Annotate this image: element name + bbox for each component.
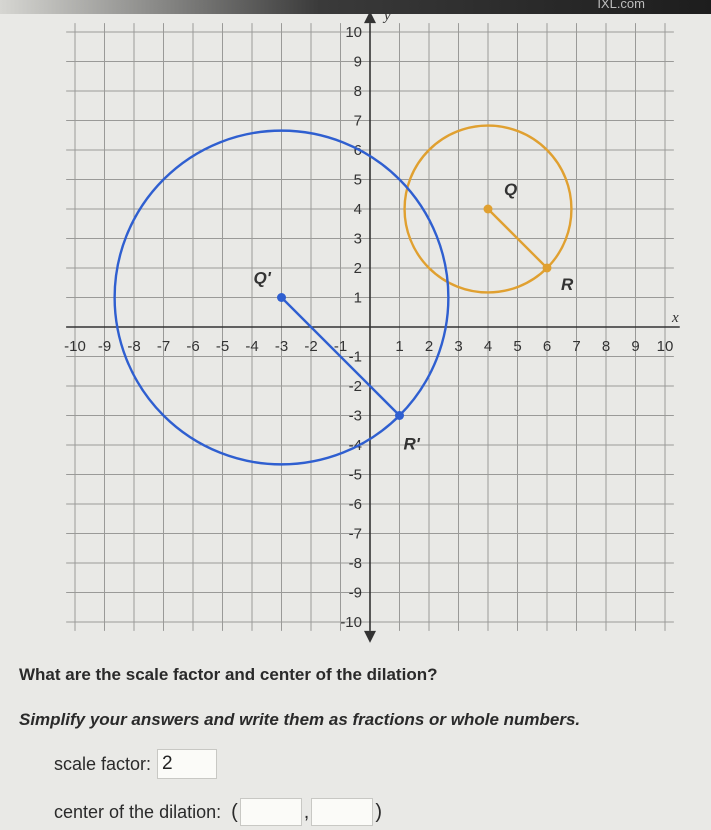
y-tick-label: -2 bbox=[348, 378, 362, 395]
x-tick-label: -6 bbox=[186, 338, 200, 355]
scale-factor-row bbox=[54, 749, 217, 779]
y-tick-label: -8 bbox=[348, 555, 362, 572]
point-label: Q bbox=[504, 180, 518, 199]
point-R bbox=[543, 264, 552, 273]
x-tick-label: 3 bbox=[454, 338, 463, 355]
y-tick-label: -5 bbox=[348, 466, 362, 484]
scale-factor-input[interactable]: 2 bbox=[157, 749, 217, 779]
x-tick-label: 9 bbox=[631, 338, 640, 355]
open-paren: ( bbox=[231, 800, 238, 823]
x-tick-label: 1 bbox=[395, 338, 404, 355]
x-tick-label: 4 bbox=[483, 338, 493, 355]
x-tick-label: -3 bbox=[274, 338, 289, 355]
y-tick-label: -4 bbox=[348, 437, 362, 454]
x-tick-label: 2 bbox=[424, 338, 434, 355]
y-tick-label: -1 bbox=[348, 348, 362, 366]
y-tick-label: 4 bbox=[353, 201, 362, 218]
center-x-input[interactable] bbox=[240, 798, 302, 826]
circles bbox=[115, 126, 572, 465]
y-tick-label: -10 bbox=[340, 614, 362, 631]
center-label: center of the dilation: bbox=[54, 801, 222, 822]
x-tick-label: -8 bbox=[127, 338, 141, 355]
y-tick-label: -6 bbox=[348, 496, 362, 513]
x-tick-label: -9 bbox=[97, 338, 112, 355]
x-tick-label: 10 bbox=[656, 338, 674, 355]
y-tick-label: 8 bbox=[353, 83, 362, 100]
question-prompt: What are the scale factor and center of the dilation? bbox=[19, 665, 438, 684]
point-R-prime bbox=[395, 411, 404, 420]
brand-logo: IXL.com bbox=[597, 0, 645, 11]
question-instruction: Simplify your answers and write them as fractions or whole numbers. bbox=[19, 710, 581, 729]
y-tick-label: 7 bbox=[353, 112, 362, 130]
y-tick-label: 9 bbox=[353, 53, 362, 71]
scale-factor-label: scale factor: bbox=[54, 753, 152, 774]
y-tick-label: 10 bbox=[345, 24, 362, 41]
point-label: R' bbox=[403, 434, 420, 454]
y-tick-label: 5 bbox=[353, 171, 362, 189]
point-Q bbox=[484, 205, 493, 214]
y-tick-label: -9 bbox=[348, 584, 362, 602]
x-tick-label: -4 bbox=[245, 338, 259, 355]
x-axis-label: x bbox=[672, 310, 679, 326]
close-paren: ) bbox=[375, 800, 383, 823]
center-row bbox=[54, 798, 384, 826]
y-tick-label: 1 bbox=[353, 289, 362, 307]
x-tick-label: 7 bbox=[572, 338, 581, 355]
comma: , bbox=[303, 800, 310, 823]
y-axis-arrow-up bbox=[364, 11, 376, 23]
y-tick-label: -3 bbox=[348, 407, 362, 425]
x-tick-label: 6 bbox=[542, 338, 552, 355]
axes bbox=[66, 11, 680, 643]
x-tick-label: -10 bbox=[64, 338, 86, 355]
y-axis-label: y bbox=[384, 8, 391, 24]
x-tick-label: -2 bbox=[304, 338, 318, 355]
x-tick-label: 5 bbox=[513, 338, 522, 355]
point-Q-prime bbox=[277, 293, 286, 302]
x-tick-label: 8 bbox=[601, 338, 611, 355]
x-tick-label: -7 bbox=[156, 338, 171, 355]
y-tick-label: -7 bbox=[348, 525, 362, 543]
center-y-input[interactable] bbox=[311, 798, 373, 826]
x-tick-label: -5 bbox=[215, 338, 230, 355]
x-tick-label: -1 bbox=[333, 338, 348, 355]
y-tick-label: 3 bbox=[353, 230, 362, 248]
y-tick-label: 6 bbox=[353, 142, 362, 159]
point-label: R bbox=[561, 275, 574, 294]
y-axis-arrow-down bbox=[364, 631, 376, 643]
point-label: Q' bbox=[253, 268, 271, 288]
y-tick-label: 2 bbox=[353, 260, 362, 277]
